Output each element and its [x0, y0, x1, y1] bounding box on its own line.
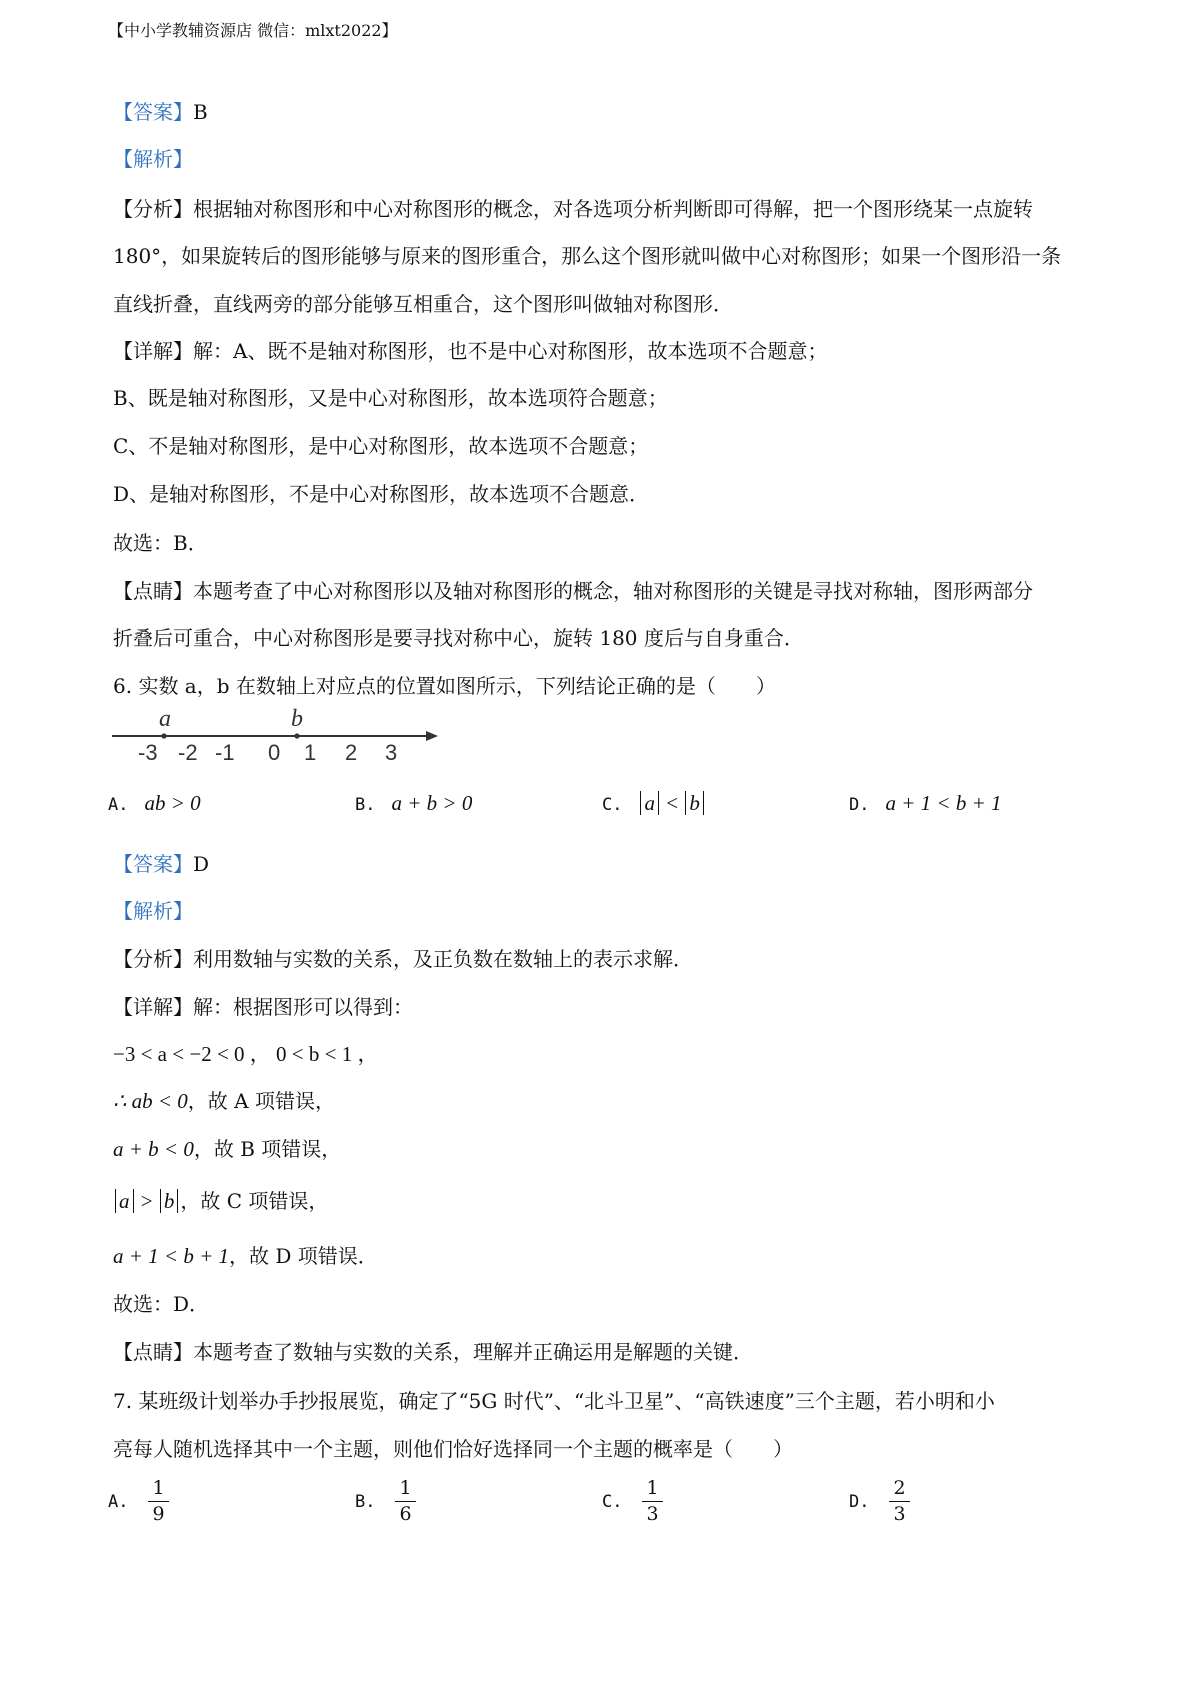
option-label: C.	[602, 795, 623, 815]
numerator: 1	[395, 1478, 415, 1502]
tick-label: -3	[138, 740, 158, 765]
denominator: 6	[399, 1502, 412, 1525]
q6-xiangjie-line	[113, 991, 413, 1020]
step-math: a + b < 0	[113, 1137, 194, 1161]
numerator: 1	[148, 1478, 168, 1502]
q7-option-a	[108, 1478, 169, 1526]
option-label: A.	[108, 795, 129, 815]
q7-option-d	[849, 1478, 910, 1526]
tick-label: -2	[178, 740, 198, 765]
step-text: ，故 B 项错误，	[193, 1137, 342, 1161]
q6-stem: 6. 实数 a，b 在数轴上对应点的位置如图所示，下列结论正确的是（ ）	[113, 674, 776, 698]
compare-op: <	[666, 791, 679, 815]
numerator: 2	[889, 1478, 909, 1502]
q5-dianjing-line-1	[113, 575, 1033, 604]
compare-op: >	[140, 1189, 153, 1213]
fraction	[148, 1478, 168, 1526]
step-math: ∴ ab < 0	[113, 1089, 188, 1113]
xiangjie-tag: 【详解】	[113, 995, 193, 1019]
q6-inequality: −3 < a < −2 < 0 ， 0 < b < 1 ，	[113, 1042, 379, 1066]
point-a-label: a	[159, 706, 171, 732]
q6-option-a	[108, 791, 201, 816]
answer-value: D	[193, 852, 210, 876]
q5-line-d: D、是轴对称图形，不是中心对称图形，故本选项不合题意．	[113, 482, 650, 506]
abs-a: a	[115, 1189, 134, 1213]
q6-option-b	[355, 791, 472, 816]
tick-label: -1	[215, 740, 235, 765]
q7-stem-line-1: 7. 某班级计划举办手抄报展览，确定了“5G 时代”、“北斗卫星”、“高铁速度”三个主题，若小明和小	[113, 1389, 995, 1413]
q5-xiangjie-line	[113, 335, 827, 364]
option-label: B.	[355, 795, 376, 815]
dianjing-text: 本题考查了中心对称图形以及轴对称图形的概念，轴对称图形的关键是寻找对称轴，图形两部分	[193, 579, 1033, 603]
denominator: 9	[152, 1502, 165, 1525]
q6-step-3	[113, 1185, 328, 1214]
page-header: 【中小学教辅资源店 微信：mlxt2022】	[108, 21, 398, 40]
q5-fenxi-line-1	[113, 193, 1033, 222]
abs-b: b	[685, 791, 704, 815]
answer-value: B	[193, 100, 208, 124]
fenxi-tag: 【分析】	[113, 947, 193, 971]
q5-line-b: B、既是轴对称图形，又是中心对称图形，故本选项符合题意；	[113, 386, 668, 410]
xiangjie-text: 解：A、既不是轴对称图形，也不是中心对称图形，故本选项不合题意；	[193, 339, 828, 363]
q6-step-2	[113, 1133, 341, 1162]
answer-tag: 【答案】	[113, 100, 193, 124]
step-text: ，故 C 项错误，	[180, 1189, 329, 1213]
tick-label: 1	[304, 740, 317, 765]
q5-line-c: C、不是轴对称图形，是中心对称图形，故本选项不合题意；	[113, 434, 649, 458]
option-label: D.	[849, 795, 870, 815]
dianjing-tag: 【点睛】	[113, 1340, 193, 1364]
abs-b: b	[160, 1189, 179, 1213]
q6-step-4	[113, 1240, 378, 1269]
option-label: C.	[602, 1491, 623, 1512]
q5-answer-line	[113, 96, 208, 125]
point-a-dot	[161, 733, 166, 738]
q6-fenxi-line	[113, 943, 693, 972]
q6-option-c	[602, 791, 706, 816]
step-text: ，故 A 项错误，	[187, 1089, 335, 1113]
abs-a: a	[640, 791, 659, 815]
denominator: 3	[893, 1502, 906, 1525]
q7-stem-line-2: 亮每人随机选择其中一个主题，则他们恰好选择同一个主题的概率是（ ）	[113, 1437, 793, 1461]
q6-answer-line	[113, 848, 209, 877]
q7-option-b	[355, 1478, 416, 1526]
q6-step-1	[113, 1085, 335, 1114]
q5-fenxi-line-3: 直线折叠，直线两旁的部分能够互相重合，这个图形叫做轴对称图形．	[113, 292, 733, 316]
tick-label: 2	[345, 740, 358, 765]
step-math: a + 1 < b + 1	[113, 1244, 230, 1268]
fenxi-text: 根据轴对称图形和中心对称图形的概念，对各选项分析判断即可得解，把一个图形绕某一点旋转	[193, 197, 1033, 221]
q5-dianjing-line-2: 折叠后可重合，中心对称图形是要寻找对称中心，旋转 180 度后与自身重合．	[113, 626, 804, 650]
numerator: 1	[642, 1478, 662, 1502]
option-label: A.	[108, 1491, 129, 1512]
option-label: D.	[849, 1491, 870, 1512]
option-expr: ab > 0	[144, 791, 201, 815]
dianjing-text: 本题考查了数轴与实数的关系，理解并正确运用是解题的关键．	[193, 1340, 753, 1364]
axis-arrow-icon	[426, 731, 438, 741]
denominator: 3	[646, 1502, 659, 1525]
analysis-tag: 【解析】	[113, 147, 193, 171]
fenxi-tag: 【分析】	[113, 197, 193, 221]
q6-choose: 故选：D．	[113, 1292, 210, 1316]
fraction	[642, 1478, 662, 1526]
q5-analysis-tag	[113, 143, 193, 172]
option-expr: a + 1 < b + 1	[885, 791, 1002, 815]
tick-label: 3	[385, 740, 398, 765]
analysis-tag: 【解析】	[113, 899, 193, 923]
q5-choose: 故选：B．	[113, 531, 208, 555]
point-b-label: b	[291, 706, 303, 732]
q7-option-c	[602, 1478, 663, 1526]
answer-tag: 【答案】	[113, 852, 193, 876]
xiangjie-text: 解：根据图形可以得到：	[193, 995, 413, 1019]
xiangjie-tag: 【详解】	[113, 339, 193, 363]
q6-analysis-tag	[113, 895, 193, 924]
q5-fenxi-line-2: 180°，如果旋转后的图形能够与原来的图形重合，那么这个图形就叫做中心对称图形；如果一个图形沿一条	[113, 244, 1062, 268]
step-text: ，故 D 项错误．	[229, 1244, 378, 1268]
dianjing-tag: 【点睛】	[113, 579, 193, 603]
option-label: B.	[355, 1491, 376, 1512]
q6-option-d	[849, 791, 1002, 816]
fenxi-text: 利用数轴与实数的关系，及正负数在数轴上的表示求解．	[193, 947, 693, 971]
q6-dianjing-line	[113, 1336, 753, 1365]
fraction	[889, 1478, 909, 1526]
fraction	[395, 1478, 415, 1526]
number-line-figure	[108, 706, 438, 766]
option-expr: a + b > 0	[391, 791, 473, 815]
tick-label: 0	[268, 740, 281, 765]
point-b-dot	[294, 733, 299, 738]
